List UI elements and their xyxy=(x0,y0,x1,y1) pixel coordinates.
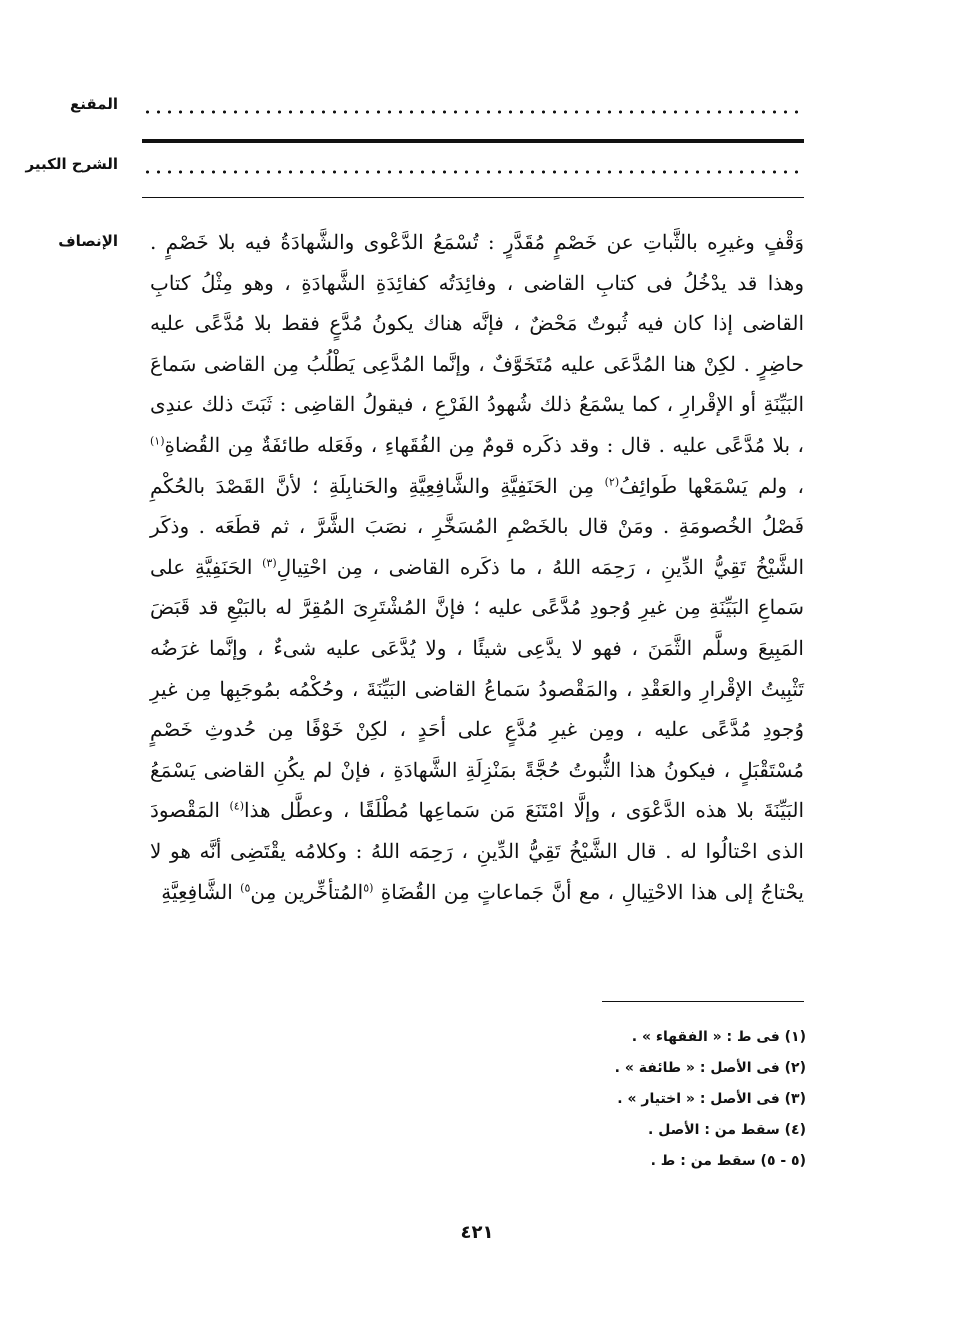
dotted-leader-sharh xyxy=(142,169,804,175)
body-line: عندِى ، بلا مُدَّعًى عليه . قال : وقد ذكَره قومٌ مِن الفُقَهاءِ ، وفَعَله طائفَةٌ مِن xyxy=(150,392,805,457)
body-line: وهذا قد يدْخُلُ فى كتابِ القاضى ، وفائِدَتُه كفائِدَةِ الشَّهادَةِ ، وهو مِثْلُ كتابِ xyxy=(150,270,804,295)
body-line: القُضاةِ xyxy=(164,432,221,457)
footnote-marker: (٢) xyxy=(604,474,620,488)
body-line: الحَنَفِيَّةِ xyxy=(194,554,253,579)
body-line: مُسْتَقْبَلٍ ، فيكونُ هذا الثُّبوتُ حُجَّةً بمَنْزِلَةِ الشَّهادَةِ ، فإنْ لم يكُنِ القاضى يَسْمَعُ xyxy=(150,757,804,782)
footnote: (٥ - ٥) سقط من : ط . xyxy=(650,1153,806,1169)
footnote-marker: (٣) xyxy=(262,556,277,570)
body-line: بالحُكْمِ فَصْلُ الخُصومَةِ . ومَنْ قال بالخَصْمِ المُسَخَّرِ ، نصَبَ الشَّرَّ ، ثم قطَعَه . xyxy=(150,473,804,539)
body-line: قَبَضَ المَبِيعَ وسلَّم الثَّمَنَ ، فهو لا يدَّعِى شيئًا ، ولا يُدَّعَى عليه شىءٌ ، وإنَّما غرَضُه xyxy=(150,595,804,660)
body-line: يحْتاجُ إلى هذا الاحْتِيالِ ، مع أنَّ جَماعاتٍ مِن القُضَاةِ xyxy=(380,879,804,904)
body-line: المُتأخِّرين مِن xyxy=(250,879,364,904)
footnote-marker: (١) xyxy=(150,434,165,448)
dotted-leader-muqni xyxy=(142,109,804,115)
footnote-marker: (٤) xyxy=(229,799,244,813)
footnote: (١) فى ط : « الفقهاء » . xyxy=(631,1029,806,1045)
body-line: البَيِّنَةِ أو الإقْرارِ ، كما يسْمَعُ ذلك شُهودُ الفَرْعِ ، فيقولُ القاضِى : ثَبَتَ ذلك xyxy=(201,392,805,417)
footnote-marker: (٥ xyxy=(363,880,374,894)
body-line: القاضى إذا كان فيه ثُبوتٌ مَحْضٌ ، فإنَّه هناك يكونُ مُدَّعٍ فقط بلا مُدَّعًى عليه xyxy=(150,311,804,336)
footnotes-list xyxy=(150,1022,806,1177)
body-line: الشَّافِعِيَّةِ xyxy=(161,879,233,904)
thick-divider xyxy=(142,139,804,143)
thin-divider xyxy=(142,197,804,198)
body-line: البَيِّنَةَ بلا هذه الدَّعْوَى ، وإلَّا امْتَنَعَ مَن سَماعِها مُطْلَقًا ، وعطَّل هذا xyxy=(244,798,805,823)
insaf-body-text xyxy=(150,222,804,912)
body-line: غيرِ وُجودِ مُدَّعًى عليه ، ومِن غيرِ مُدَّعٍ على أحَدٍ ، لكِنْ خَوْفًا مِن حُدوثِ خَصْمٍ xyxy=(150,676,804,742)
body-line: الذى احْتالُوا له . قال الشَّيْخُ تَقِيُّ الدِّينِ ، رَحِمَه اللهُ : وكلامُه يقْتَضِى أنَّه هو لا xyxy=(150,838,804,863)
section-label-sharh: الشرح الكبير xyxy=(25,155,118,173)
body-line: على سَماعِ البَيِّنَةِ مِن غيرِ وُجودِ مُدَّعًى عليه ؛ فإنَّ المُشْتَرِىَ المُقِرَّ له بالبَيْعِ قد xyxy=(150,554,804,620)
footnote-separator xyxy=(602,1001,804,1002)
page-number: ٤٢١ xyxy=(460,1222,494,1243)
footnote: (٤) سقط من : الأصل . xyxy=(648,1122,806,1138)
body-line: حاضِرٍ . لكِنْ هنا المُدَّعَى عليه مُتَخَوَّفٌ ، وإنَّما المُدَّعِى يَطْلُبُ مِن القاضى سَماعَ xyxy=(150,351,804,376)
body-line: وَقْفٍ وغيرِه بالثَّباتِ عن خَصْمٍ مُقَدَّرٍ : تُسْمَعُ الدَّعْوى والشَّهادَةُ فيه بلا خَصْمٍ . xyxy=(150,230,804,254)
body-line: ، ولم يَسْمَعْها طَوائِفُ xyxy=(619,473,804,498)
body-line: تَثْبِيتُ الإقْرارِ والعَقْدِ ، والمَقْصودُ سَماعُ القاضى البَيِّنَةَ ، وحُكْمُه بمُوجَبِها مِن xyxy=(185,676,805,701)
body-line: المَقْصودَ xyxy=(150,798,220,823)
body-line: وذكَر الشَّيْخُ تَقِيُّ الدِّينِ ، رَحِمَه اللهُ ، ما ذكَره القاضى ، مِن احْتِيالِ xyxy=(150,514,805,579)
footnote: (٣) فى الأصل : « اختيار » . xyxy=(617,1091,806,1107)
section-label-muqni: المقنع xyxy=(70,95,118,113)
footnote-marker: ٥) xyxy=(240,880,251,894)
section-label-insaf: الإنصاف xyxy=(58,232,118,250)
footnote: (٢) فى الأصل : « طائفة » . xyxy=(614,1060,806,1076)
body-line: مِن الحَنَفِيَّةِ والشَّافِعِيَّةِ والحَنابِلَةِ ؛ لأنَّ القَصْدَ xyxy=(215,473,595,498)
